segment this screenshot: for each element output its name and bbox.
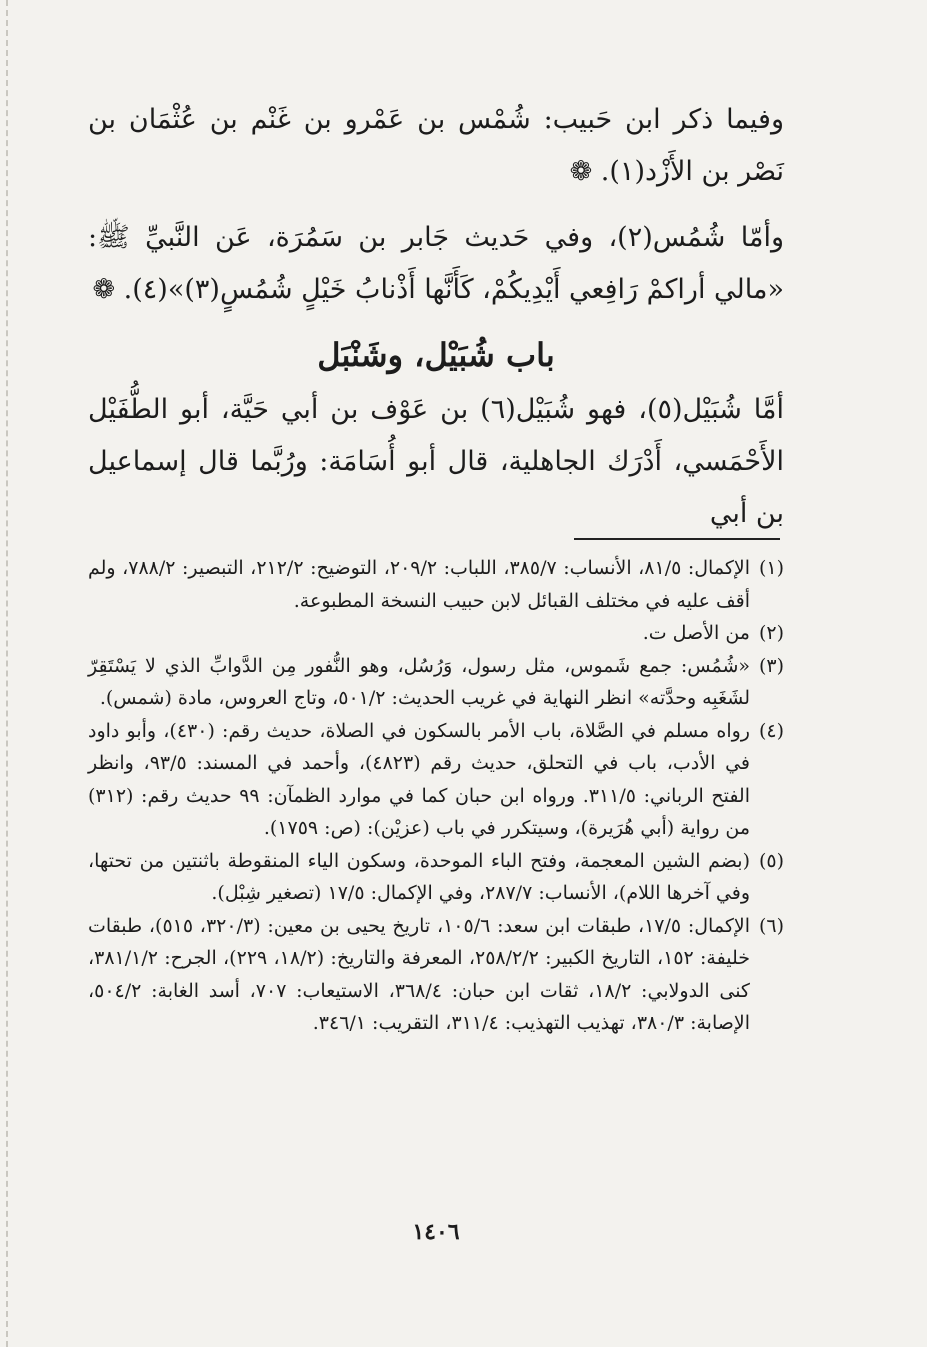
footnote-item [88, 910, 784, 1040]
footnote-text: من الأصل ت. [642, 622, 750, 644]
footnote-item [88, 845, 784, 910]
footnote-text: رواه مسلم في الصَّلاة، باب الأمر بالسكون في الصلاة، حديث رقم: (٤٣٠)، وأبو داود في الأدب، باب في التحلق، حديث رقم (٤٨٢٣)، وأحمد في المسند: ٩٣/٥، وانظر الفتح الرباني: ٣١١/٥. ورواه ابن حبان كما في موارد الظمآن: ٩٩ حديث رقم: (٣١٢) من رواية (أبي هُرَيرة)، وسيتكرر في باب (عزيْن): (ص: ١٧٥٩). [88, 719, 751, 839]
footnote-number: (٣) [758, 654, 784, 677]
scan-fold-edge [6, 0, 8, 1347]
footnote-separator [574, 538, 780, 540]
body-paragraph-1: وفيما ذكر ابن حَبيب: شُمْس بن عَمْرو بن غَنْم بن عُثْمَان بن نَصْر بن الأَزْد(١). ❁ [88, 104, 784, 187]
footnote-number: (٢) [758, 622, 784, 644]
body-paragraph-3: أمَّا شُبَيْل(٥)، فهو شُبَيْل(٦) بن عَوْف بن أبي حَيَّة، أبو الطُّفَيْل الأَحْمَسي، أَدْرَك الجاهلية، قال أبو أُسَامَة: ورُبَّما قال إسماعيل بن أبي [88, 394, 784, 529]
footnote-number: (٦) [758, 914, 784, 937]
footnotes-list [88, 552, 784, 1040]
footnote-item [88, 552, 784, 617]
footnote-text: الإكمال: ١٧/٥، طبقات ابن سعد: ١٠٥/٦، تاريخ يحيى بن معين: (٣٢٠/٣، ٥١٥)، طبقات خليفة: ١٥٢، التاريخ الكبير: ٢٥٨/٢/٢، المعرفة والتاريخ: (١٨/٢، ٢٢٩)، الجرح: ٣٨١/١/٢، كنى الدولابي: ١٨/٢، ثقات ابن حبان: ٣٦٨/٤، الاستيعاب: ٧٠٧، أسد الغابة: ٥٠٤/٢، الإصابة: ٣٨٠/٣، تهذيب التهذيب: ٣١١/٤، التقريب: ٣٤٦/١. [88, 914, 751, 1034]
footnote-item [88, 715, 784, 845]
footnote-number: (٤) [758, 719, 784, 742]
footnote-text: (بضم الشين المعجمة، وفتح الباء الموحدة، وسكون الياء المنقوطة باثنتين من تحتها، وفي آخرها اللام)، الأنساب: ٢٨٧/٧، وفي الإكمال: ١٧/٥ (تصغير شِبْل). [88, 849, 750, 904]
footnote-item [88, 617, 784, 650]
section-heading: باب شُبَيْل، وشَنْبَل [317, 336, 555, 374]
document-page [88, 0, 784, 1347]
page-number: ١٤٠٦ [412, 1219, 460, 1245]
footnote-number: (١) [758, 557, 784, 579]
footnote-number: (٥) [758, 849, 784, 872]
footnote-text: الإكمال: ٨١/٥، الأنساب: ٣٨٥/٧، اللباب: ٢٠٩/٢، التوضيح: ٢١٢/٢، التبصير: ٧٨٨/٢، ولم أقف عليه في مختلف القبائل لابن حبيب النسخة المطبوعة. [88, 557, 750, 612]
footnote-item [88, 650, 784, 715]
footnote-text: «شُمُس: جمع شَموس، مثل رسول، وَرُسُل، وهو النُّفور مِن الدَّوابِّ الذي لا يَسْتَقِرّ لشَغَبِه وحدَّته» انظر النهاية في غريب الحديث: ٥٠١/٢، وتاج العروس، مادة (شمس). [88, 654, 750, 709]
body-paragraph-2: وأمّا شُمُس(٢)، وفي حَديث جَابر بن سَمُرَة، عَن النَّبيِّ ﷺ: «مالي أراكمْ رَافِعي أَيْدِيكُمْ، كَأَنَّها أَذْنابُ خَيْلٍ شُمُسٍ(٣)»(٤). ❁ [88, 222, 785, 305]
